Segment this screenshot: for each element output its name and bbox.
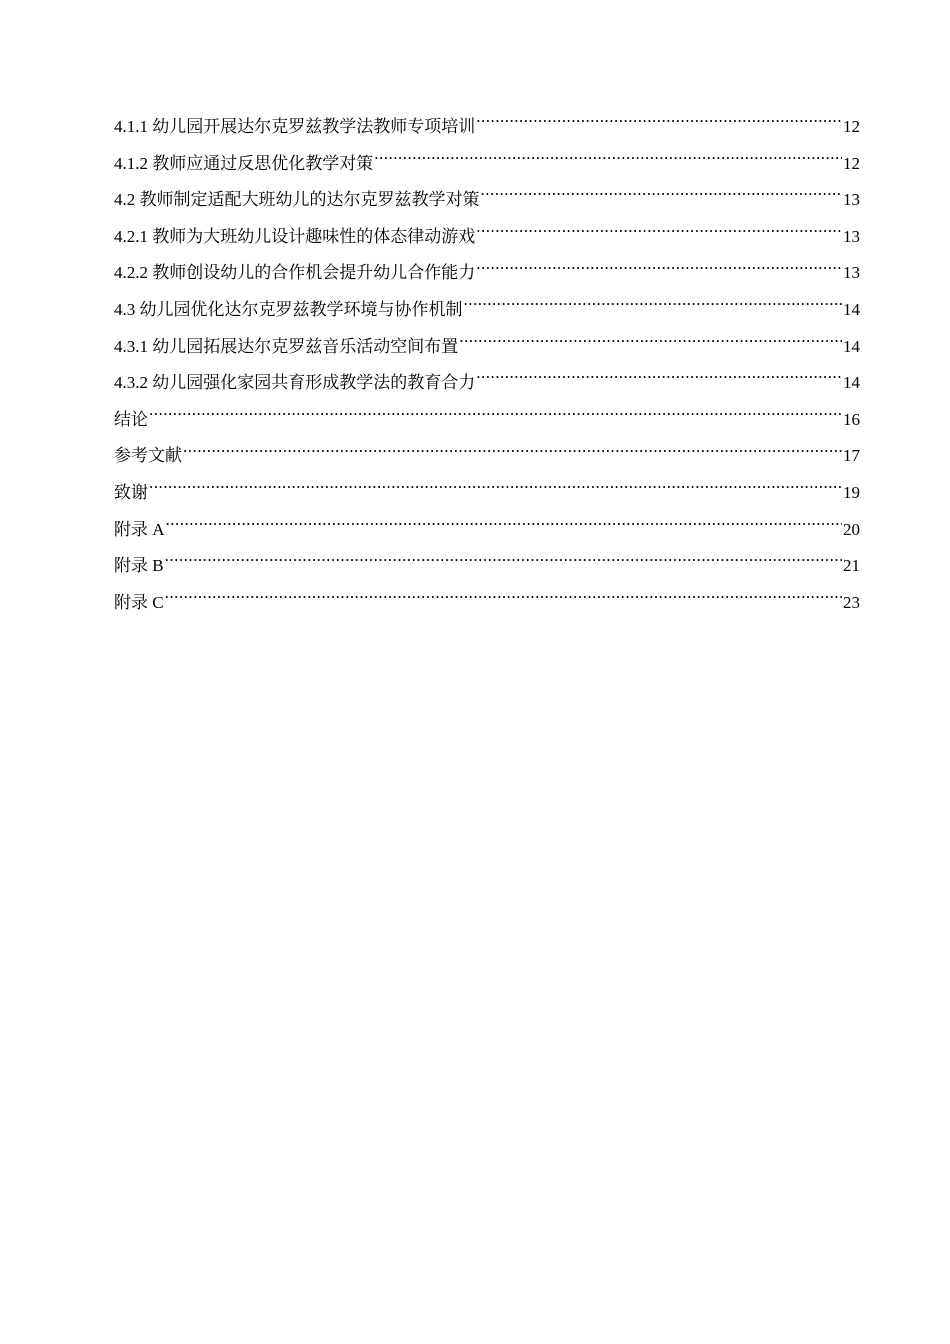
toc-entry-acknowledgements[interactable] [114, 479, 860, 516]
dot-leader [481, 188, 843, 205]
toc-entry-label: 参考文献 [114, 446, 182, 466]
page-number: 12 [843, 117, 860, 136]
toc-entry-label: 附录 A [114, 519, 165, 539]
page-number: 13 [843, 226, 860, 246]
toc-entry-conclusion[interactable] [114, 406, 860, 443]
section-number: 4.2.1 [114, 226, 148, 246]
toc-entry-label: 致谢 [114, 482, 148, 502]
table-of-contents [114, 113, 860, 625]
toc-entry-appendix-a[interactable] [114, 516, 860, 553]
toc-entry-label [114, 223, 475, 251]
dot-leader [165, 591, 842, 608]
toc-entry-label [114, 333, 458, 361]
page-number: 14 [843, 336, 860, 356]
toc-entry-4-2-2[interactable] [114, 259, 860, 296]
dot-leader [476, 225, 842, 242]
page-number: 17 [843, 446, 860, 466]
dot-leader [374, 152, 842, 169]
dot-leader [165, 554, 842, 571]
section-number: 4.2 [114, 190, 136, 210]
toc-entry-appendix-c[interactable] [114, 589, 860, 626]
toc-entry-label [114, 369, 475, 397]
toc-entry-label: 附录 C [114, 592, 164, 612]
toc-entry-references[interactable] [114, 442, 860, 479]
section-number: 4.1.2 [114, 153, 148, 173]
section-title: 幼儿园优化达尔克罗兹教学环境与协作机制 [139, 299, 463, 319]
toc-entry-4-3-1[interactable] [114, 333, 860, 370]
toc-entry-4-3-2[interactable] [114, 369, 860, 406]
toc-entry-label [114, 296, 463, 324]
page-number: 12 [843, 153, 860, 173]
dot-leader [476, 371, 842, 388]
section-title: 教师为大班幼儿设计趣味性的体态律动游戏 [152, 226, 476, 246]
toc-entry-4-3[interactable] [114, 296, 860, 333]
toc-entry-4-1-1[interactable] [114, 113, 860, 150]
section-title: 幼儿园强化家园共育形成教学法的教育合力 [152, 373, 476, 393]
section-title: 幼儿园开展达尔克罗兹教学法教师专项培训 [152, 117, 476, 136]
page-number: 19 [843, 482, 860, 502]
section-number: 4.2.2 [114, 263, 148, 283]
page-number: 23 [843, 592, 860, 612]
section-number: 4.3.2 [114, 373, 148, 393]
page-number: 14 [843, 299, 860, 319]
toc-entry-appendix-b[interactable] [114, 552, 860, 589]
dot-leader [476, 261, 842, 278]
toc-entry-label [114, 113, 475, 141]
dot-leader [183, 444, 842, 461]
section-number: 4.3.1 [114, 336, 148, 356]
section-title: 幼儿园拓展达尔克罗兹音乐活动空间布置 [152, 336, 459, 356]
toc-entry-label [114, 186, 480, 214]
dot-leader [459, 335, 842, 352]
dot-leader [149, 481, 842, 498]
page-number: 16 [843, 409, 860, 429]
section-number: 4.3 [114, 299, 136, 319]
toc-entry-4-2-1[interactable] [114, 223, 860, 260]
dot-leader [149, 408, 842, 425]
dot-leader [166, 518, 842, 535]
toc-entry-label: 结论 [114, 409, 148, 429]
toc-entry-4-2[interactable] [114, 186, 860, 223]
page-number: 20 [843, 519, 860, 539]
section-title: 教师创设幼儿的合作机会提升幼儿合作能力 [152, 263, 476, 283]
page-number: 13 [843, 190, 860, 210]
section-title: 教师制定适配大班幼儿的达尔克罗兹教学对策 [139, 190, 480, 210]
toc-entry-label [114, 259, 475, 287]
dot-leader [476, 115, 842, 132]
toc-entry-label: 附录 B [114, 556, 164, 576]
page-number: 14 [843, 373, 860, 393]
section-number: 4.1.1 [114, 117, 148, 136]
dot-leader [464, 298, 843, 315]
section-title: 教师应通过反思优化教学对策 [152, 153, 374, 173]
toc-entry-label [114, 150, 373, 178]
page-number: 21 [843, 556, 860, 576]
page-number: 13 [843, 263, 860, 283]
toc-entry-4-1-2[interactable] [114, 150, 860, 187]
